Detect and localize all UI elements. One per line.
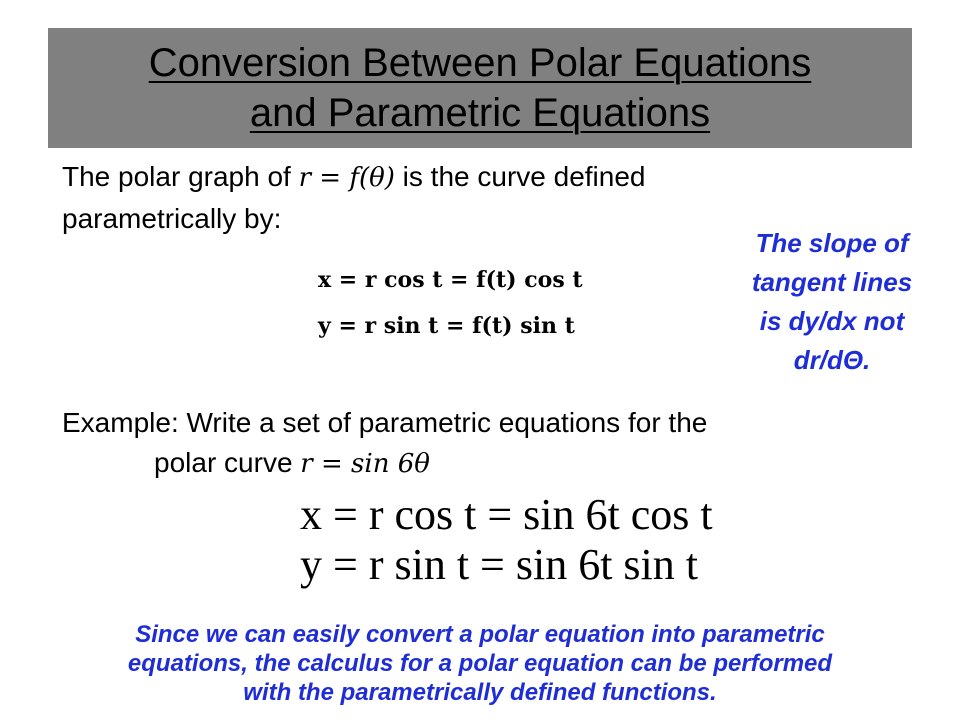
- summary-line-2: equations, the calculus for a polar equation can be performed: [127, 650, 833, 677]
- example-y-equation: y = r sin t = sin 6t sin t: [300, 540, 698, 589]
- example-x-equation: x = r cos t = sin 6t cos t: [300, 490, 713, 539]
- slope-note-line-4: dr/dΘ.: [793, 345, 871, 375]
- slide-title-line-2: and Parametric Equations: [249, 91, 711, 135]
- general-y-equation: y = r sin t = f(t) sin t: [318, 313, 575, 339]
- title-banner: [48, 28, 912, 148]
- intro-text-before: The polar graph of: [62, 161, 299, 192]
- slope-note-line-1: The slope of: [755, 228, 909, 258]
- example-line-2: [154, 446, 430, 481]
- summary-line-1: Since we can easily convert a polar equation into parametric: [135, 621, 825, 648]
- example-line-1: Example: Write a set of parametric equations for the: [62, 407, 708, 438]
- slope-note-line-3: is dy/dx not: [759, 306, 905, 336]
- slope-note: [712, 224, 952, 380]
- summary-line-3: with the parametrically defined functions.: [243, 679, 717, 706]
- intro-line-1: [62, 160, 646, 195]
- intro-text-after: is the curve defined: [394, 161, 646, 192]
- intro-line-2: parametrically by:: [62, 203, 282, 234]
- slope-note-line-2: tangent lines: [751, 267, 913, 297]
- slide-title-line-1: Conversion Between Polar Equations: [148, 41, 812, 85]
- summary-text: [6, 620, 954, 707]
- intro-polar-formula: r = f(θ): [298, 163, 395, 193]
- example-text-before: polar curve: [154, 447, 301, 478]
- example-polar-formula: r = sin 6θ: [300, 449, 430, 479]
- general-x-equation: x = r cos t = f(t) cos t: [318, 267, 583, 293]
